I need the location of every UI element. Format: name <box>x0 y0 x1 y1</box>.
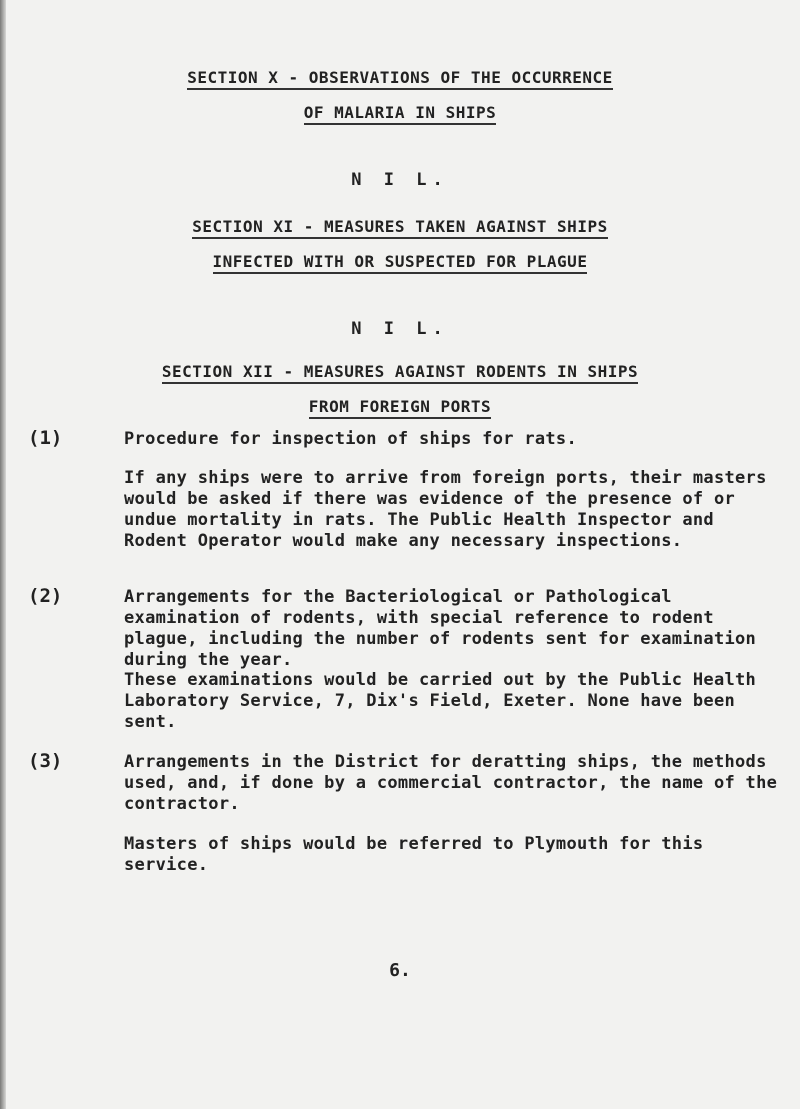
item-3-body: Masters of ships would be referred to Plymouth for this service. <box>124 834 704 875</box>
item-3-heading: Arrangements in the District for deratting ships, the methods used, and, if done by a commercial contractor, the name of the contractor. <box>124 752 778 814</box>
scan-edge-shadow <box>0 0 6 1109</box>
item-2-body: These examinations would be carried out by the Public Health Laboratory Service, 7, Dix's Field, Exeter. None have been sent. <box>124 670 757 732</box>
item-3-number: (3) <box>28 750 63 772</box>
item-2-heading: Arrangements for the Bacteriological or Pathological examination of rodents, with special reference to rodent plague, including the number of rodents sent for examination during the year. <box>124 587 757 670</box>
section-xi-title-line2: INFECTED WITH OR SUSPECTED FOR PLAGUE <box>0 252 800 271</box>
section-xi-title-line1: SECTION XI - MEASURES TAKEN AGAINST SHIPS <box>0 217 800 236</box>
section-xii-title-line1: SECTION XII - MEASURES AGAINST RODENTS IN SHIPS <box>0 362 800 381</box>
section-x-nil: N I L. <box>351 170 449 190</box>
page-number: 6. <box>389 960 411 981</box>
item-1-number: (1) <box>28 427 63 449</box>
section-xii-title-line2: FROM FOREIGN PORTS <box>0 397 800 416</box>
section-x-title-line2: OF MALARIA IN SHIPS <box>0 103 800 122</box>
item-2-number: (2) <box>28 585 63 607</box>
section-x-title-line1: SECTION X - OBSERVATIONS OF THE OCCURRENCE <box>0 68 800 87</box>
item-1-body: If any ships were to arrive from foreign ports, their masters would be asked if there was evidence of the presence of or undue mortality in rats. The Public Health Inspector and Rodent Operator would make any necessary inspections. <box>124 468 767 551</box>
item-1-heading: Procedure for inspection of ships for rats. <box>124 429 577 449</box>
section-xi-nil: N I L. <box>351 319 449 339</box>
